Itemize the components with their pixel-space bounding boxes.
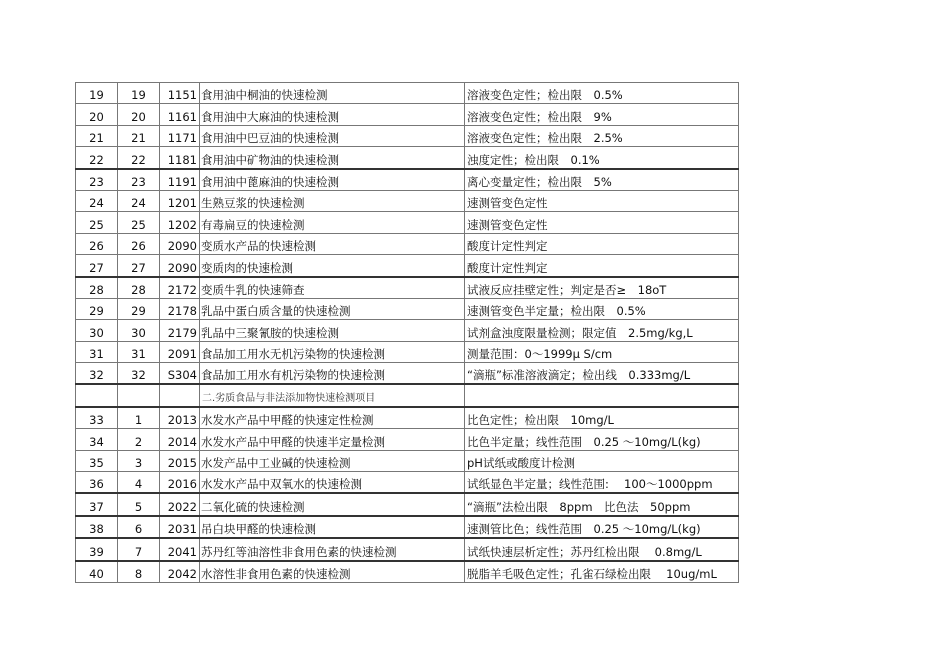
table-row [76,561,739,583]
row-index-cell: 34 [76,429,118,450]
method-cell: 试纸快速层析定性；苏丹红检出限 0.8mg/L [465,538,739,560]
row-index-cell: 40 [76,561,118,583]
section-heading: 二.劣质食品与非法添加物快速检测项目 [200,384,465,406]
item-name: 变质肉的快速检测 [201,260,293,275]
item-name-cell [200,298,465,319]
group-index-cell: 4 [118,472,160,494]
item-code-cell: 2022 [160,493,200,515]
item-name-cell [200,429,465,450]
row-index-cell: 32 [76,363,118,385]
row-index-cell: 22 [76,147,118,169]
item-name-cell [200,147,465,169]
item-code-cell: 2013 [160,407,200,429]
method-cell: 酸度计定性判定 [465,233,739,254]
table-row [76,472,739,494]
method-cell: 离心变量定性；检出限 5% [465,169,739,191]
row-index-cell [76,384,118,406]
item-name: 水发水产品中甲醛的快速定性检测 [201,413,374,428]
item-name: 生熟豆浆的快速检测 [201,196,305,211]
item-code-cell: 1202 [160,212,200,233]
table-row [76,538,739,560]
item-name: 食品加工用水无机污染物的快速检测 [201,347,385,362]
item-name: 苏丹红等油溶性非食用色素的快速检测 [201,544,397,559]
row-index-cell: 21 [76,125,118,146]
method-cell: 溶液变色定性；检出限 2.5% [465,125,739,146]
row-index-cell: 26 [76,233,118,254]
method-cell: 溶液变色定性；检出限 9% [465,104,739,125]
test-items-table [75,82,739,583]
item-name: 有毒扁豆的快速检测 [201,217,305,232]
row-index-cell: 25 [76,212,118,233]
group-index-cell: 6 [118,516,160,538]
item-name-cell [200,169,465,191]
group-index-cell: 24 [118,190,160,211]
row-index-cell: 31 [76,341,118,362]
group-index-cell: 22 [118,147,160,169]
method-cell: 比色定性；检出限 10mg/L [465,407,739,429]
item-name-cell [200,450,465,471]
method-cell: 试纸显色半定量；线性范围: 100～1000ppm [465,472,739,494]
method-cell: 速测管变色定性 [465,212,739,233]
item-name-cell [200,341,465,362]
row-index-cell: 23 [76,169,118,191]
item-code-cell: 1151 [160,83,200,104]
table-row [76,169,739,191]
row-index-cell: 24 [76,190,118,211]
method-cell [465,384,739,406]
group-index-cell: 7 [118,538,160,560]
row-index-cell: 37 [76,493,118,515]
item-code-cell: 2014 [160,429,200,450]
group-index-cell: 1 [118,407,160,429]
item-name: 水溶性非食用色素的快速检测 [201,566,351,581]
group-index-cell: 31 [118,341,160,362]
method-cell: 浊度定性；检出限 0.1% [465,147,739,169]
table-row [76,320,739,341]
item-name-cell [200,104,465,125]
table-row [76,83,739,104]
item-name-cell [200,233,465,254]
method-cell: 试剂盒浊度限量检测；限定值 2.5mg/kg,L [465,320,739,341]
row-index-cell: 29 [76,298,118,319]
item-name: 变质牛乳的快速筛查 [201,282,305,297]
item-code-cell: 2042 [160,561,200,583]
table-row [76,277,739,299]
item-code-cell: 2179 [160,320,200,341]
group-index-cell: 27 [118,255,160,277]
table-row [76,429,739,450]
group-index-cell: 28 [118,277,160,299]
method-cell: 脱脂羊毛吸色定性；孔雀石绿检出限 10ug/mL [465,561,739,583]
item-name: 二氧化硫的快速检测 [201,499,305,514]
item-name: 食品加工用水有机污染物的快速检测 [201,368,385,383]
table-row [76,125,739,146]
item-name: 食用油中巴豆油的快速检测 [201,131,339,146]
row-index-cell: 19 [76,83,118,104]
method-cell: 试液反应挂壁定性；判定是否≥ 18oT [465,277,739,299]
group-index-cell: 19 [118,83,160,104]
item-name: 乳品中三聚氰胺的快速检测 [201,325,339,340]
row-index-cell: 27 [76,255,118,277]
table-row [76,104,739,125]
item-code-cell: 2178 [160,298,200,319]
group-index-cell: 29 [118,298,160,319]
item-name-cell [200,363,465,385]
item-code-cell: 2031 [160,516,200,538]
item-name-cell [200,277,465,299]
group-index-cell: 32 [118,363,160,385]
item-name: 水发产品中工业碱的快速检测 [201,456,351,471]
group-index-cell: 23 [118,169,160,191]
item-name: 变质水产品的快速检测 [201,239,316,254]
group-index-cell: 3 [118,450,160,471]
method-cell: 比色半定量；线性范围 0.25 ～10mg/L(kg) [465,429,739,450]
item-name-cell [200,320,465,341]
method-cell: 溶液变色定性；检出限 0.5% [465,83,739,104]
item-name: 水发水产品中甲醛的快速半定量检测 [201,434,385,449]
group-index-cell: 26 [118,233,160,254]
item-name-cell [200,190,465,211]
item-code-cell: 1191 [160,169,200,191]
group-index-cell [118,384,160,406]
group-index-cell: 25 [118,212,160,233]
group-index-cell: 2 [118,429,160,450]
item-name-cell [200,561,465,583]
item-name: 吊白块甲醛的快速检测 [201,522,316,537]
group-index-cell: 8 [118,561,160,583]
row-index-cell: 28 [76,277,118,299]
group-index-cell: 5 [118,493,160,515]
row-index-cell: 38 [76,516,118,538]
method-cell: 速测管变色半定量；检出限 0.5% [465,298,739,319]
method-cell: 测量范围：0～1999μ S/cm [465,341,739,362]
row-index-cell: 35 [76,450,118,471]
table-row [76,233,739,254]
row-index-cell: 30 [76,320,118,341]
item-code-cell: 1171 [160,125,200,146]
table-row [76,212,739,233]
item-name-cell [200,83,465,104]
table-row [76,298,739,319]
item-code-cell: 2015 [160,450,200,471]
item-code-cell [160,384,200,406]
item-code-cell: 2090 [160,233,200,254]
row-index-cell: 39 [76,538,118,560]
item-name: 食用油中大麻油的快速检测 [201,109,339,124]
method-cell: “滴瓶”法检出限 8ppm 比色法 50ppm [465,493,739,515]
item-name-cell [200,407,465,429]
group-index-cell: 20 [118,104,160,125]
item-name-cell [200,255,465,277]
row-index-cell: 36 [76,472,118,494]
item-code-cell: 1181 [160,147,200,169]
item-name: 食用油中蓖麻油的快速检测 [201,174,339,189]
table-row [76,190,739,211]
method-cell: 速测管变色定性 [465,190,739,211]
item-code-cell: 2041 [160,538,200,560]
method-cell: “滴瓶”标准溶液滴定；检出线 0.333mg/L [465,363,739,385]
item-code-cell: 2090 [160,255,200,277]
item-code-cell: S304 [160,363,200,385]
table-row [76,341,739,362]
item-name-cell [200,212,465,233]
table-row [76,384,739,406]
table-row [76,255,739,277]
item-code-cell: 1161 [160,104,200,125]
table-row [76,147,739,169]
item-name-cell [200,516,465,538]
item-code-cell: 2172 [160,277,200,299]
row-index-cell: 33 [76,407,118,429]
method-cell: pH试纸或酸度计检测 [465,450,739,471]
table-row [76,493,739,515]
group-index-cell: 30 [118,320,160,341]
item-name-cell [200,472,465,494]
item-name: 食用油中矿物油的快速检测 [201,152,339,167]
row-index-cell: 20 [76,104,118,125]
table-row [76,450,739,471]
item-code-cell: 1201 [160,190,200,211]
item-name-cell [200,125,465,146]
method-cell: 速测管比色；线性范围 0.25 ～10mg/L(kg) [465,516,739,538]
group-index-cell: 21 [118,125,160,146]
item-name-cell [200,538,465,560]
table-row [76,516,739,538]
method-cell: 酸度计定性判定 [465,255,739,277]
table-row [76,407,739,429]
item-name: 水发水产品中双氧水的快速检测 [201,477,362,492]
item-code-cell: 2091 [160,341,200,362]
item-name-cell [200,493,465,515]
item-code-cell: 2016 [160,472,200,494]
table-row [76,363,739,385]
item-name: 乳品中蛋白质含量的快速检测 [201,304,351,319]
item-name: 食用油中桐油的快速检测 [201,88,328,103]
